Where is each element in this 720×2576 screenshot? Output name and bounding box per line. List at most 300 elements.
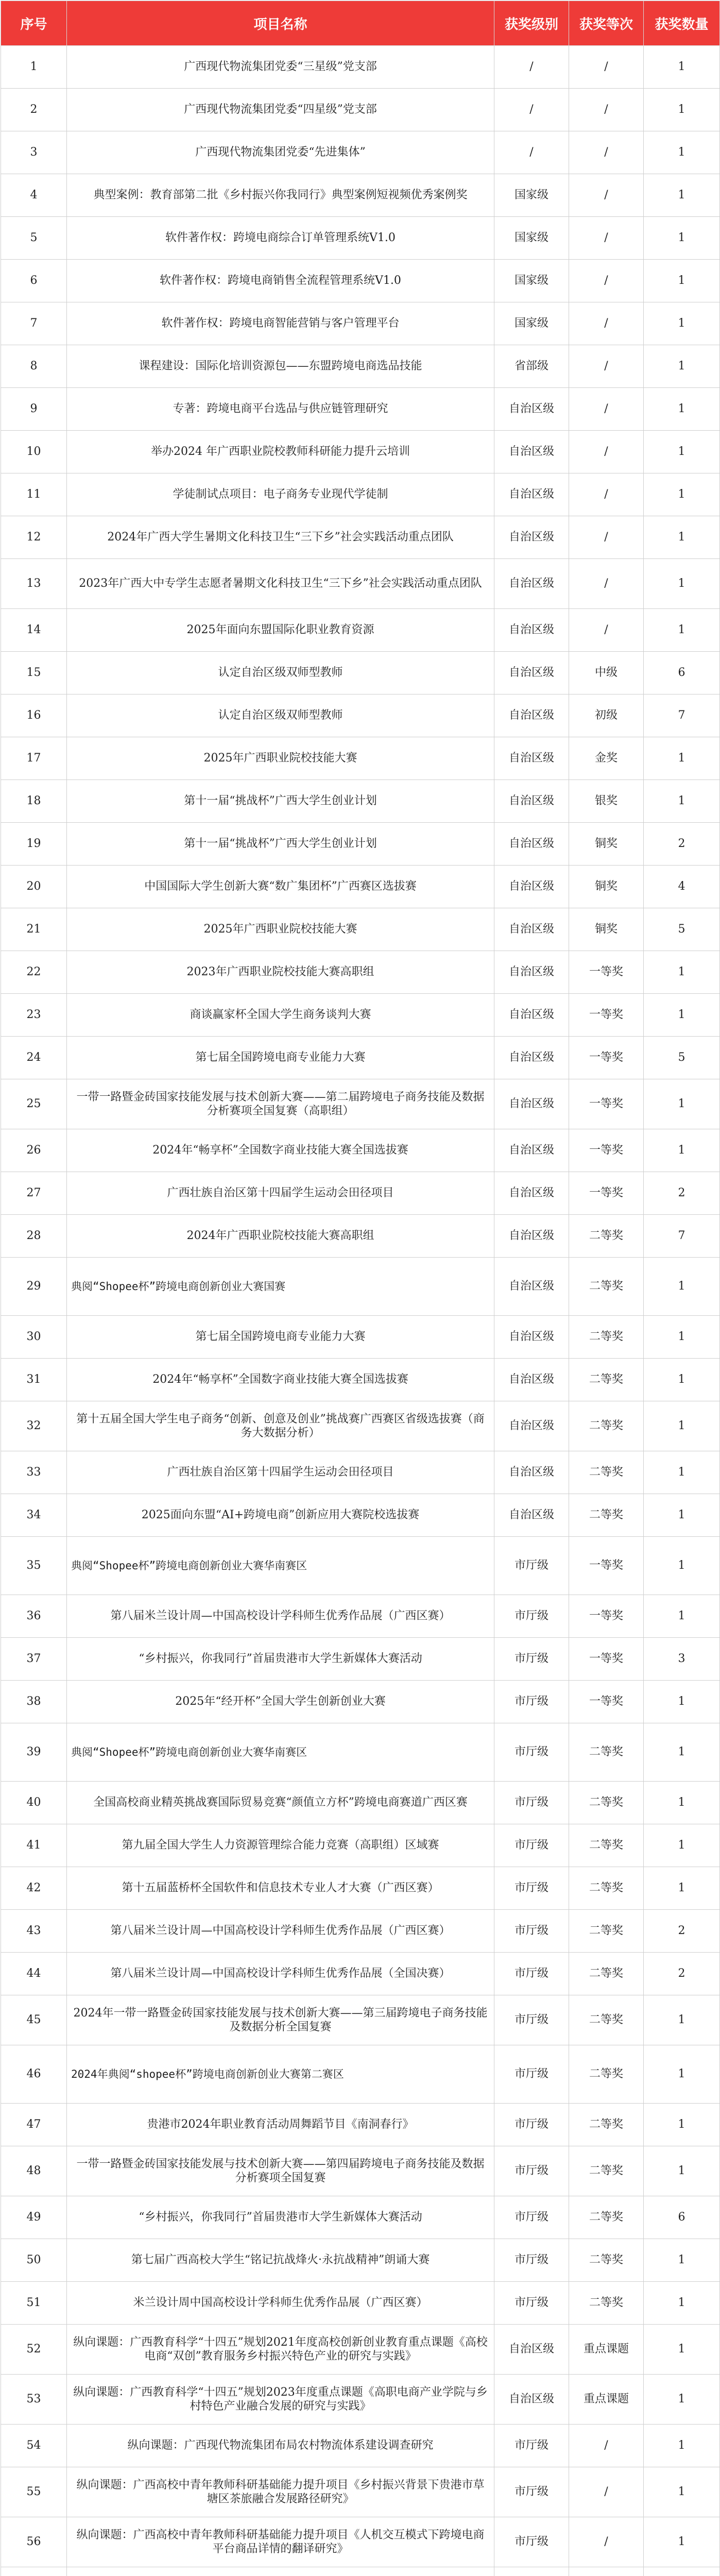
row-number-cell: 34 bbox=[1, 1494, 67, 1537]
row-number-cell: 5 bbox=[1, 217, 67, 260]
project-name-cell: 2024年广西职业院校技能大赛高职组 bbox=[67, 1215, 494, 1258]
award-level-cell: 市厅级 bbox=[494, 2196, 569, 2239]
table-row bbox=[1, 2045, 720, 2104]
award-count-cell: 1 bbox=[644, 388, 720, 431]
table-row bbox=[1, 1494, 720, 1537]
award-level-cell: 自治区级 bbox=[494, 994, 569, 1037]
award-level-cell: 市厅级 bbox=[494, 2425, 569, 2467]
award-grade-cell: 一等奖 bbox=[569, 1537, 644, 1595]
award-level-cell: 市厅级 bbox=[494, 2239, 569, 2282]
project-name-cell: 广西壮族自治区第十四届学生运动会田径项目 bbox=[67, 1451, 494, 1494]
row-number-cell: 10 bbox=[1, 431, 67, 473]
row-number-cell: 51 bbox=[1, 2282, 67, 2325]
award-count-cell: 1 bbox=[644, 2104, 720, 2146]
table-row bbox=[1, 217, 720, 260]
table-row bbox=[1, 994, 720, 1037]
award-count-cell: 1 bbox=[644, 1359, 720, 1401]
award-grade-cell: 二等奖 bbox=[569, 1867, 644, 1910]
award-level-cell: 自治区级 bbox=[494, 2325, 569, 2375]
award-grade-cell: 二等奖 bbox=[569, 1995, 644, 2045]
project-name-cell: “乡村振兴，你我同行”首届贵港市大学生新媒体大赛活动 bbox=[67, 1638, 494, 1681]
award-count-cell: 1 bbox=[644, 559, 720, 609]
table-row bbox=[1, 908, 720, 951]
award-count-cell: 7 bbox=[644, 694, 720, 737]
table-row bbox=[1, 174, 720, 217]
award-grade-cell: / bbox=[569, 2467, 644, 2517]
award-grade-cell: / bbox=[569, 516, 644, 559]
award-count-cell: 1 bbox=[644, 1537, 720, 1595]
award-grade-cell: / bbox=[569, 609, 644, 652]
row-number-cell: 3 bbox=[1, 131, 67, 174]
table-row bbox=[1, 652, 720, 694]
award-level-cell: 自治区级 bbox=[494, 1037, 569, 1079]
award-level-cell: 自治区级 bbox=[494, 866, 569, 908]
row-number-cell: 28 bbox=[1, 1215, 67, 1258]
award-level-cell: 市厅级 bbox=[494, 2517, 569, 2567]
award-grade-cell: 金奖 bbox=[569, 737, 644, 780]
project-name-cell: 第十一届“挑战杯”广西大学生创业计划 bbox=[67, 823, 494, 866]
table-row bbox=[1, 951, 720, 994]
row-number-cell: 36 bbox=[1, 1595, 67, 1638]
table-row bbox=[1, 2146, 720, 2196]
header-award-grade: 获奖等次 bbox=[569, 1, 644, 46]
award-grade-cell: 中级 bbox=[569, 652, 644, 694]
award-count-cell: 5 bbox=[644, 1037, 720, 1079]
row-number-cell: 53 bbox=[1, 2375, 67, 2425]
award-level-cell: 自治区级 bbox=[494, 609, 569, 652]
project-name-cell: 典阅“Shopee杯”跨境电商创新创业大赛国赛 bbox=[67, 1258, 494, 1316]
project-name-cell: 软件著作权：跨境电商销售全流程管理系统V1.0 bbox=[67, 260, 494, 302]
award-count-cell: 1 bbox=[644, 217, 720, 260]
award-grade-cell: 二等奖 bbox=[569, 2045, 644, 2104]
project-name-cell: 认定自治区级双师型教师 bbox=[67, 652, 494, 694]
award-count-cell: 4 bbox=[644, 866, 720, 908]
award-level-cell: 自治区级 bbox=[494, 1172, 569, 1215]
table-row bbox=[1, 2104, 720, 2146]
award-grade-cell: 重点课题 bbox=[569, 2375, 644, 2425]
table-row bbox=[1, 1595, 720, 1638]
award-count-cell: 1 bbox=[644, 1867, 720, 1910]
award-grade-cell: 一等奖 bbox=[569, 951, 644, 994]
project-name-cell: 2025年面向东盟国际化职业教育资源 bbox=[67, 609, 494, 652]
table-row bbox=[1, 2517, 720, 2567]
row-number-cell: 46 bbox=[1, 2045, 67, 2104]
project-name-cell: 纵向课题：广西现代物流集团布局农村物流体系建设调查研究 bbox=[67, 2425, 494, 2467]
award-grade-cell: 二等奖 bbox=[569, 1824, 644, 1867]
row-number-cell: 14 bbox=[1, 609, 67, 652]
row-number-cell: 15 bbox=[1, 652, 67, 694]
table-row bbox=[1, 2196, 720, 2239]
project-name-cell: 典阅“Shopee杯”跨境电商创新创业大赛华南赛区 bbox=[67, 1537, 494, 1595]
table-row bbox=[1, 2282, 720, 2325]
award-count-cell: 1 bbox=[644, 1079, 720, 1129]
header-award-count: 获奖数量 bbox=[644, 1, 720, 46]
award-grade-cell: / bbox=[569, 388, 644, 431]
project-name-cell: 2023年广西大中专学生志愿者暑期文化科技卫生“三下乡”社会实践活动重点团队 bbox=[67, 559, 494, 609]
award-count-cell: 1 bbox=[644, 1129, 720, 1172]
row-number-cell: 18 bbox=[1, 780, 67, 823]
award-level-cell: 市厅级 bbox=[494, 2045, 569, 2104]
award-grade-cell: 二等奖 bbox=[569, 2104, 644, 2146]
table-row bbox=[1, 1359, 720, 1401]
award-count-cell: 1 bbox=[644, 302, 720, 345]
award-level-cell: 自治区级 bbox=[494, 431, 569, 473]
award-grade-cell: 一等奖 bbox=[569, 1638, 644, 1681]
table-row bbox=[1, 866, 720, 908]
row-number-cell: 26 bbox=[1, 1129, 67, 1172]
row-number-cell: 37 bbox=[1, 1638, 67, 1681]
award-level-cell: 自治区级 bbox=[494, 652, 569, 694]
award-level-cell: 自治区级 bbox=[494, 388, 569, 431]
table-row bbox=[1, 473, 720, 516]
project-name-cell: 第七届全国跨境电商专业能力大赛 bbox=[67, 1037, 494, 1079]
project-name-cell: 第十五届蓝桥杯全国软件和信息技术专业人才大赛（广西区赛） bbox=[67, 1867, 494, 1910]
table-header bbox=[1, 1, 720, 46]
table-row bbox=[1, 2467, 720, 2517]
award-grade-cell: / bbox=[569, 46, 644, 89]
row-number-cell: 1 bbox=[1, 46, 67, 89]
award-count-cell: 1 bbox=[644, 2375, 720, 2425]
award-grade-cell: / bbox=[569, 260, 644, 302]
award-count-cell: 3 bbox=[644, 1638, 720, 1681]
header-no: 序号 bbox=[1, 1, 67, 46]
project-name-cell: 2025年广西职业院校技能大赛 bbox=[67, 737, 494, 780]
award-count-cell: 1 bbox=[644, 1258, 720, 1316]
table-row bbox=[1, 1867, 720, 1910]
award-count-cell: 1 bbox=[644, 2239, 720, 2282]
project-name-cell: 纵向课题：广西教育科学“十四五”规划2023年度重点课题《高职电商产业学院与乡村特色产业融合发展的研究与实践》 bbox=[67, 2375, 494, 2425]
row-number-cell: 23 bbox=[1, 994, 67, 1037]
award-level-cell: 市厅级 bbox=[494, 1782, 569, 1824]
award-grade-cell: / bbox=[569, 302, 644, 345]
row-number-cell: 45 bbox=[1, 1995, 67, 2045]
award-level-cell: 自治区级 bbox=[494, 2375, 569, 2425]
awards-table bbox=[1, 1, 720, 2576]
row-number-cell: 25 bbox=[1, 1079, 67, 1129]
row-number-cell: 8 bbox=[1, 345, 67, 388]
table-row bbox=[1, 1824, 720, 1867]
row-number-cell: 22 bbox=[1, 951, 67, 994]
project-name-cell: 2025年“经开杯”全国大学生创新创业大赛 bbox=[67, 1681, 494, 1723]
project-name-cell: 典型案例：教育部第二批《乡村振兴你我同行》典型案例短视频优秀案例奖 bbox=[67, 174, 494, 217]
award-count-cell: 1 bbox=[644, 1824, 720, 1867]
award-count-cell: 2 bbox=[644, 823, 720, 866]
row-number-cell: 32 bbox=[1, 1401, 67, 1451]
award-level-cell: 自治区级 bbox=[494, 1359, 569, 1401]
project-name-cell: 广西壮族自治区第十四届学生运动会田径项目 bbox=[67, 1172, 494, 1215]
award-count-cell: 1 bbox=[644, 951, 720, 994]
award-count-cell: 1 bbox=[644, 431, 720, 473]
table-row bbox=[1, 1723, 720, 1782]
award-grade-cell: 二等奖 bbox=[569, 2196, 644, 2239]
project-name-cell: 2025年广西职业院校技能大赛 bbox=[67, 908, 494, 951]
row-number-cell: 55 bbox=[1, 2467, 67, 2517]
award-grade-cell: / bbox=[569, 431, 644, 473]
row-number-cell: 21 bbox=[1, 908, 67, 951]
row-number-cell: 48 bbox=[1, 2146, 67, 2196]
project-name-cell: 第十一届“挑战杯”广西大学生创业计划 bbox=[67, 780, 494, 823]
project-name-cell: 第七届广西高校大学生“铭记抗战烽火·永抗战精神”朗诵大赛 bbox=[67, 2239, 494, 2282]
award-count-cell: 2 bbox=[644, 1953, 720, 1995]
award-level-cell: 市厅级 bbox=[494, 2467, 569, 2517]
project-name-cell: 广西现代物流集团党委“三星级”党支部 bbox=[67, 46, 494, 89]
award-level-cell: 自治区级 bbox=[494, 516, 569, 559]
table-row bbox=[1, 431, 720, 473]
award-level-cell: / bbox=[494, 89, 569, 131]
award-count-cell: 1 bbox=[644, 780, 720, 823]
project-name-cell: 2024年一带一路暨金砖国家技能发展与技术创新大赛——第三届跨境电子商务技能及数据分析全国复赛 bbox=[67, 1995, 494, 2045]
award-grade-cell: 重点课题 bbox=[569, 2325, 644, 2375]
award-grade-cell: 二等奖 bbox=[569, 1953, 644, 1995]
row-number-cell: 11 bbox=[1, 473, 67, 516]
award-level-cell bbox=[494, 2567, 569, 2576]
award-grade-cell: 二等奖 bbox=[569, 1723, 644, 1782]
award-level-cell: 自治区级 bbox=[494, 1258, 569, 1316]
row-number-cell: 35 bbox=[1, 1537, 67, 1595]
table-row bbox=[1, 609, 720, 652]
header-award-level: 获奖级别 bbox=[494, 1, 569, 46]
award-level-cell: 自治区级 bbox=[494, 780, 569, 823]
award-grade-cell: 二等奖 bbox=[569, 2146, 644, 2196]
project-name-cell: 纵向课题：广西高校中青年教师科研基础能力提升项目《乡村振兴背景下贵港市草塘区茶旅融合发展路径研究》 bbox=[67, 2467, 494, 2517]
award-grade-cell: 铜奖 bbox=[569, 908, 644, 951]
award-grade-cell: / bbox=[569, 2425, 644, 2467]
table-row bbox=[1, 89, 720, 131]
award-count-cell: 1 bbox=[644, 2282, 720, 2325]
project-name-cell: 纵向课题：广西高校中青年教师科研基础能力提升项目《人机交互模式下跨境电商平台商品详情的翻译研究》 bbox=[67, 2517, 494, 2567]
award-level-cell: 市厅级 bbox=[494, 1595, 569, 1638]
award-count-cell: 1 bbox=[644, 1723, 720, 1782]
award-level-cell: 自治区级 bbox=[494, 1451, 569, 1494]
award-count-cell: 1 bbox=[644, 2045, 720, 2104]
award-count-cell: 2 bbox=[644, 1172, 720, 1215]
table-row bbox=[1, 131, 720, 174]
row-number-cell: 39 bbox=[1, 1723, 67, 1782]
award-count-cell: 1 bbox=[644, 345, 720, 388]
row-number-cell: 38 bbox=[1, 1681, 67, 1723]
table-row bbox=[1, 1258, 720, 1316]
award-grade-cell: 二等奖 bbox=[569, 1215, 644, 1258]
award-count-cell bbox=[644, 2567, 720, 2576]
row-number-cell: 16 bbox=[1, 694, 67, 737]
award-level-cell: 市厅级 bbox=[494, 2282, 569, 2325]
award-count-cell: 1 bbox=[644, 1782, 720, 1824]
table-row bbox=[1, 1401, 720, 1451]
table-row bbox=[1, 1079, 720, 1129]
award-count-cell: 1 bbox=[644, 1595, 720, 1638]
award-count-cell: 1 bbox=[644, 1995, 720, 2045]
award-level-cell: 市厅级 bbox=[494, 1537, 569, 1595]
row-number-cell: 52 bbox=[1, 2325, 67, 2375]
table-row bbox=[1, 737, 720, 780]
award-count-cell: 1 bbox=[644, 994, 720, 1037]
project-name-cell: 2024年典阅“shopee杯”跨境电商创新创业大赛第二赛区 bbox=[67, 2045, 494, 2104]
table-row bbox=[1, 1215, 720, 1258]
project-name-cell: 一带一路暨金砖国家技能发展与技术创新大赛——第四届跨境电子商务技能及数据分析赛项全国复赛 bbox=[67, 2146, 494, 2196]
project-name-cell: 中国国际大学生创新大赛“数广集团杯”广西赛区选拔赛 bbox=[67, 866, 494, 908]
award-level-cell: 自治区级 bbox=[494, 908, 569, 951]
award-level-cell: 自治区级 bbox=[494, 1494, 569, 1537]
project-name-cell: 广西现代物流集团党委“四星级”党支部 bbox=[67, 89, 494, 131]
award-level-cell: 国家级 bbox=[494, 174, 569, 217]
table-row bbox=[1, 1995, 720, 2045]
award-level-cell: 市厅级 bbox=[494, 1723, 569, 1782]
table-row bbox=[1, 694, 720, 737]
row-number-cell: 43 bbox=[1, 1910, 67, 1953]
table-row bbox=[1, 780, 720, 823]
row-number-cell: 50 bbox=[1, 2239, 67, 2282]
project-name-cell: 第八届米兰设计周—中国高校设计学科师生优秀作品展（广西区赛） bbox=[67, 1910, 494, 1953]
project-name-cell: “乡村振兴，你我同行”首届贵港市大学生新媒体大赛活动 bbox=[67, 2196, 494, 2239]
award-grade-cell: 银奖 bbox=[569, 780, 644, 823]
row-number-cell: 30 bbox=[1, 1316, 67, 1359]
award-grade-cell: / bbox=[569, 559, 644, 609]
award-level-cell: 市厅级 bbox=[494, 2146, 569, 2196]
award-count-cell: 1 bbox=[644, 131, 720, 174]
row-number-cell: 31 bbox=[1, 1359, 67, 1401]
award-grade-cell: / bbox=[569, 174, 644, 217]
project-name-cell: 认定自治区级双师型教师 bbox=[67, 694, 494, 737]
row-number-cell: 7 bbox=[1, 302, 67, 345]
table-row bbox=[1, 1537, 720, 1595]
award-level-cell: 市厅级 bbox=[494, 2104, 569, 2146]
award-count-cell: 1 bbox=[644, 1316, 720, 1359]
project-name-cell: 广西现代物流集团党委“先进集体” bbox=[67, 131, 494, 174]
award-count-cell: 7 bbox=[644, 1215, 720, 1258]
award-level-cell: 省部级 bbox=[494, 345, 569, 388]
project-name-cell: 全国高校商业精英挑战赛国际贸易竞赛“颜值立方杯”跨境电商赛道广西区赛 bbox=[67, 1782, 494, 1824]
project-name-cell: 米兰设计周中国高校设计学科师生优秀作品展（广西区赛） bbox=[67, 2282, 494, 2325]
award-count-cell: 1 bbox=[644, 1681, 720, 1723]
award-level-cell: 市厅级 bbox=[494, 1953, 569, 1995]
award-count-cell: 1 bbox=[644, 1401, 720, 1451]
row-number-cell: 54 bbox=[1, 2425, 67, 2467]
table-row bbox=[1, 302, 720, 345]
table-row bbox=[1, 2325, 720, 2375]
row-number-cell: 42 bbox=[1, 1867, 67, 1910]
award-count-cell: 1 bbox=[644, 609, 720, 652]
award-level-cell: 市厅级 bbox=[494, 1995, 569, 2045]
award-count-cell: 1 bbox=[644, 1494, 720, 1537]
project-name-cell: 第十五届全国大学生电子商务“创新、创意及创业”挑战赛广西赛区省级选拔赛（商务大数据分析） bbox=[67, 1401, 494, 1451]
row-number-cell: 33 bbox=[1, 1451, 67, 1494]
row-number-cell: 47 bbox=[1, 2104, 67, 2146]
table-row bbox=[1, 1172, 720, 1215]
project-name-cell: 2024年“畅享杯”全国数字商业技能大赛全国选拔赛 bbox=[67, 1359, 494, 1401]
award-count-cell: 1 bbox=[644, 2425, 720, 2467]
award-level-cell: 自治区级 bbox=[494, 951, 569, 994]
header-project-name: 项目名称 bbox=[67, 1, 494, 46]
award-grade-cell: 二等奖 bbox=[569, 1359, 644, 1401]
project-name-cell: 软件著作权：跨境电商智能营销与客户管理平台 bbox=[67, 302, 494, 345]
table-row bbox=[1, 1129, 720, 1172]
row-number-cell bbox=[1, 2567, 67, 2576]
award-grade-cell: 一等奖 bbox=[569, 1172, 644, 1215]
award-level-cell: 自治区级 bbox=[494, 737, 569, 780]
row-number-cell: 20 bbox=[1, 866, 67, 908]
award-level-cell: 自治区级 bbox=[494, 1316, 569, 1359]
award-grade-cell: 二等奖 bbox=[569, 1910, 644, 1953]
award-count-cell: 5 bbox=[644, 908, 720, 951]
award-level-cell: 国家级 bbox=[494, 302, 569, 345]
project-name-cell: 一带一路暨金砖国家技能发展与技术创新大赛——第二届跨境电子商务技能及数据分析赛项全国复赛（高职组） bbox=[67, 1079, 494, 1129]
project-name-cell: 2024年广西大学生暑期文化科技卫生“三下乡”社会实践活动重点团队 bbox=[67, 516, 494, 559]
award-grade-cell: / bbox=[569, 473, 644, 516]
award-count-cell: 1 bbox=[644, 2517, 720, 2567]
award-count-cell: 1 bbox=[644, 516, 720, 559]
table-body bbox=[1, 46, 720, 2576]
table-row bbox=[1, 1638, 720, 1681]
table-row bbox=[1, 345, 720, 388]
project-name-cell: 第七届全国跨境电商专业能力大赛 bbox=[67, 1316, 494, 1359]
row-number-cell: 29 bbox=[1, 1258, 67, 1316]
award-level-cell: / bbox=[494, 46, 569, 89]
award-grade-cell: 二等奖 bbox=[569, 1494, 644, 1537]
award-level-cell: 国家级 bbox=[494, 217, 569, 260]
award-level-cell: 自治区级 bbox=[494, 1215, 569, 1258]
award-grade-cell: / bbox=[569, 217, 644, 260]
row-number-cell: 17 bbox=[1, 737, 67, 780]
project-name-cell: 商谈赢家杯全国大学生商务谈判大赛 bbox=[67, 994, 494, 1037]
award-count-cell: 2 bbox=[644, 1910, 720, 1953]
table-row bbox=[1, 1316, 720, 1359]
award-count-cell: 6 bbox=[644, 2196, 720, 2239]
award-level-cell: 市厅级 bbox=[494, 1867, 569, 1910]
project-name-cell: 学徒制试点项目：电子商务专业现代学徒制 bbox=[67, 473, 494, 516]
award-grade-cell: 二等奖 bbox=[569, 1258, 644, 1316]
award-grade-cell: 一等奖 bbox=[569, 1595, 644, 1638]
row-number-cell: 44 bbox=[1, 1953, 67, 1995]
row-number-cell: 56 bbox=[1, 2517, 67, 2567]
award-level-cell: 市厅级 bbox=[494, 1638, 569, 1681]
award-grade-cell: 二等奖 bbox=[569, 1401, 644, 1451]
award-count-cell: 1 bbox=[644, 737, 720, 780]
table-row bbox=[1, 559, 720, 609]
row-number-cell: 49 bbox=[1, 2196, 67, 2239]
award-grade-cell: / bbox=[569, 2517, 644, 2567]
project-name-cell: 2024年“畅享杯”全国数字商业技能大赛全国选拔赛 bbox=[67, 1129, 494, 1172]
table-row bbox=[1, 2375, 720, 2425]
table-row bbox=[1, 388, 720, 431]
table-row bbox=[1, 516, 720, 559]
project-name-cell: 2025面向东盟“AI+跨境电商”创新应用大赛院校选拔赛 bbox=[67, 1494, 494, 1537]
award-count-cell: 6 bbox=[644, 652, 720, 694]
award-grade-cell: 一等奖 bbox=[569, 1681, 644, 1723]
award-level-cell: 自治区级 bbox=[494, 694, 569, 737]
award-grade-cell: 一等奖 bbox=[569, 1037, 644, 1079]
project-name-cell: 典阅“Shopee杯”跨境电商创新创业大赛华南赛区 bbox=[67, 1723, 494, 1782]
award-grade-cell: 一等奖 bbox=[569, 1129, 644, 1172]
award-count-cell: 1 bbox=[644, 260, 720, 302]
award-grade-cell: / bbox=[569, 131, 644, 174]
award-level-cell: 自治区级 bbox=[494, 1401, 569, 1451]
project-name-cell: 纵向课题：广西教育科学“十四五”规划2021年度高校创新创业教育重点课题《高校电商“双创”教育服务乡村振兴特色产业的研究与实践》 bbox=[67, 2325, 494, 2375]
table-row bbox=[1, 1037, 720, 1079]
project-name-cell: 举办2024 年广西职业院校教师科研能力提升云培训 bbox=[67, 431, 494, 473]
project-name-cell: 第九届全国大学生人力资源管理综合能力竞赛（高职组）区域赛 bbox=[67, 1824, 494, 1867]
table-row bbox=[1, 2425, 720, 2467]
award-level-cell: / bbox=[494, 131, 569, 174]
row-number-cell: 19 bbox=[1, 823, 67, 866]
table-row bbox=[1, 1451, 720, 1494]
row-number-cell: 6 bbox=[1, 260, 67, 302]
row-number-cell: 24 bbox=[1, 1037, 67, 1079]
table-row bbox=[1, 2239, 720, 2282]
project-name-cell: 软件著作权：跨境电商综合订单管理系统V1.0 bbox=[67, 217, 494, 260]
project-name-cell: 专著：跨境电商平台选品与供应链管理研究 bbox=[67, 388, 494, 431]
project-name-cell: 第八届米兰设计周—中国高校设计学科师生优秀作品展（全国决赛） bbox=[67, 1953, 494, 1995]
award-grade-cell: / bbox=[569, 345, 644, 388]
